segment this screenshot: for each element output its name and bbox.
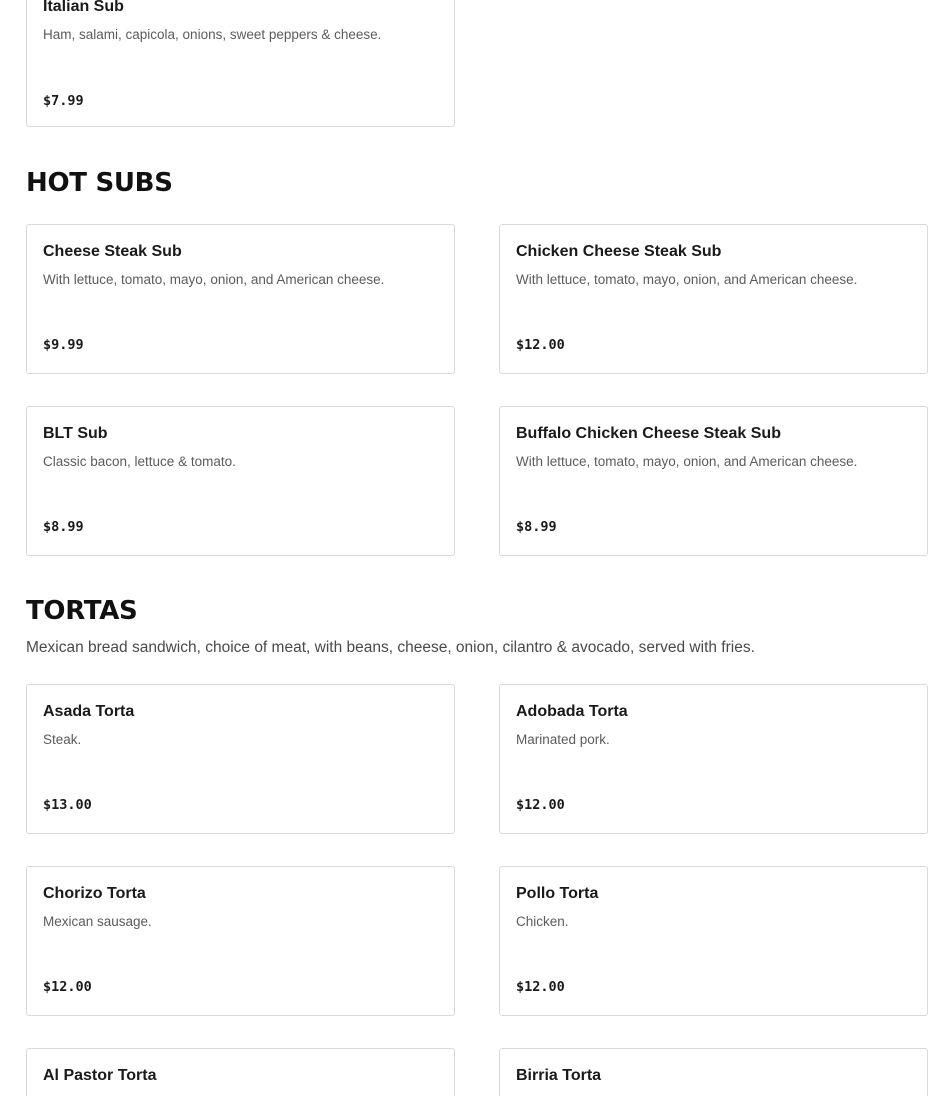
menu-item-card[interactable] — [26, 1048, 455, 1096]
section-title-hot-subs: HOT SUBS — [26, 168, 173, 198]
menu-item-price: $12.00 — [516, 337, 565, 353]
menu-item-price: $12.00 — [516, 797, 565, 813]
menu-item-card[interactable] — [499, 1048, 928, 1096]
menu-item-description: With lettuce, tomato, mayo, onion, and American cheese. — [516, 272, 858, 287]
menu-item-price: $8.99 — [43, 519, 84, 535]
menu-item-card[interactable] — [26, 224, 455, 374]
menu-item-name: Italian Sub — [43, 0, 124, 15]
menu-item-card[interactable] — [499, 866, 928, 1016]
menu-item-card[interactable] — [499, 224, 928, 374]
menu-item-name: Buffalo Chicken Cheese Steak Sub — [516, 425, 781, 442]
menu-item-card[interactable] — [26, 406, 455, 556]
menu-item-name: Al Pastor Torta — [43, 1067, 157, 1084]
menu-item-name: BLT Sub — [43, 425, 108, 442]
menu-item-name: Birria Torta — [516, 1067, 602, 1084]
menu-item-price: $12.00 — [43, 979, 92, 995]
menu-item-card[interactable] — [26, 866, 455, 1016]
menu-item-name: Adobada Torta — [516, 703, 628, 720]
menu-item-name: Chicken Cheese Steak Sub — [516, 243, 722, 260]
menu-item-description: Ham, salami, capicola, onions, sweet peppers & cheese. — [43, 27, 382, 42]
menu-item-price: $7.99 — [43, 93, 84, 109]
menu-item-description: Steak. — [43, 732, 82, 747]
menu-item-name: Pollo Torta — [516, 885, 599, 902]
menu-item-price: $9.99 — [43, 337, 84, 353]
menu-item-price: $8.99 — [516, 519, 557, 535]
menu-item-name: Cheese Steak Sub — [43, 243, 182, 260]
menu-item-price: $12.00 — [516, 979, 565, 995]
menu-item-card[interactable] — [26, 684, 455, 834]
menu-item-card[interactable] — [499, 406, 928, 556]
menu-item-description: Classic bacon, lettuce & tomato. — [43, 454, 236, 469]
menu-item-description: Marinated pork. — [516, 732, 610, 747]
section-title-tortas: TORTAS — [26, 596, 138, 626]
menu-item-name: Chorizo Torta — [43, 885, 146, 902]
menu-item-card[interactable] — [499, 684, 928, 834]
section-description-tortas: Mexican bread sandwich, choice of meat, with beans, cheese, onion, cilantro & avocado, served with fries. — [26, 639, 755, 656]
menu-item-description: With lettuce, tomato, mayo, onion, and American cheese. — [43, 272, 385, 287]
menu-item-description: With lettuce, tomato, mayo, onion, and American cheese. — [516, 454, 858, 469]
menu-item-card[interactable] — [26, 0, 455, 127]
menu-item-description: Chicken. — [516, 914, 569, 929]
menu-item-price: $13.00 — [43, 797, 92, 813]
menu-item-description: Mexican sausage. — [43, 914, 152, 929]
menu-item-name: Asada Torta — [43, 703, 135, 720]
